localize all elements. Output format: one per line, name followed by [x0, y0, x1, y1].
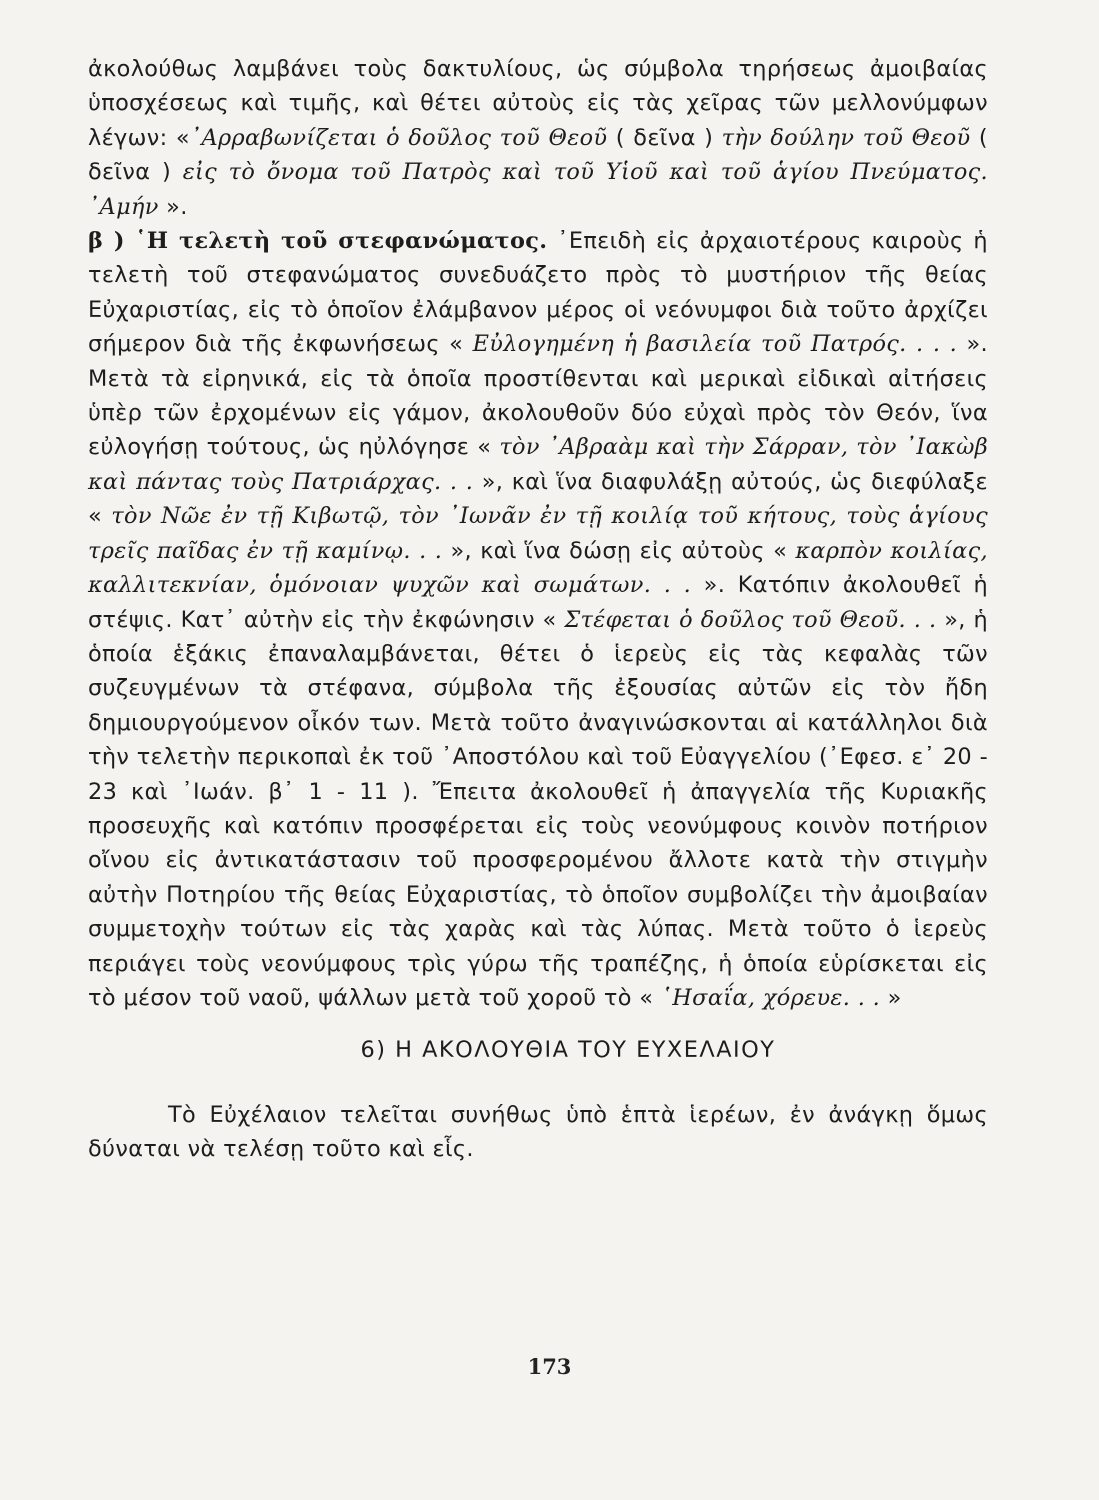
section-heading: 6) Η ΑΚΟΛΟΥΘΙΑ ΤΟΥ ΕΥΧΕΛΑΙΟΥ — [360, 1037, 776, 1064]
quote-italic: ᾿Αρραβωνίζεται ὁ δοῦλος τοῦ Θεοῦ — [189, 124, 608, 151]
text-run: ( δεῖνα ) — [88, 124, 988, 186]
text-run: ». Μετὰ τὰ εἰρηνικά, εἰς τὰ ὁποῖα προστίθενται καὶ μερικαὶ εἰδικαὶ αἰτήσεις ὑπὲρ τῶν ἐρχομένων εἰς γάμον, ἀκολουθοῦν δύο εὐχαὶ πρὸς τὸν Θεόν, ἵνα εὐλογήσῃ τούτους, ὡς ηὐλόγησε « — [88, 331, 988, 461]
quote-italic: καρπὸν κοιλίας, καλλιτεκνίαν, ὁμόνοιαν ψυχῶν καὶ σωμάτων. . . — [88, 537, 988, 599]
text-run: ( δεῖνα ) — [607, 124, 722, 151]
paragraph-betrothal-end — [88, 52, 988, 224]
quote-italic: Στέφεται ὁ δοῦλος τοῦ Θεοῦ. . . — [564, 606, 937, 633]
text-run: » — [880, 984, 902, 1011]
quote-italic: εἰς τὸ ὄνομα τοῦ Πατρὸς καὶ τοῦ Υἱοῦ καὶ τοῦ ἁγίου Πνεύματος. ᾿Αμήν — [88, 159, 989, 220]
text-run: ». Κατόπιν ἀκολουθεῖ ἡ στέψις. Κατ᾿ αὐτὴν εἰς τὴν ἐκφώνησιν « — [88, 572, 988, 633]
text-run: ᾿Επειδὴ εἰς ἀρχαιοτέρους καιροὺς ἡ τελετὴ τοῦ στεφανώματος συνεδυάζετο πρὸς τὸ μυστήριον τῆς θείας Εὐχαριστίας, εἰς τὸ ὁποῖον ἐλάμβανον μέρος οἱ νεόνυμφοι διὰ τοῦτο ἀρχίζει σήμερον διὰ τῆς ἐκφωνήσεως « — [88, 228, 988, 358]
page-body — [88, 52, 988, 1167]
paragraph-unction: Τὸ Εὐχέλαιον τελεῖται συνήθως ὑπὸ ἑπτὰ ἱερέων, ἐν ἀνάγκῃ ὅμως δύναται νὰ τελέσῃ τοῦτο καὶ εἷς. — [88, 1101, 988, 1163]
text-run: », καὶ ἵνα διαφυλάξῃ αὐτούς, ὡς διεφύλαξε « — [88, 468, 988, 530]
quote-italic: τὸν ᾿Αβραὰμ καὶ τὴν Σάρραν, τὸν ᾿Ιακὼβ καὶ πάντας τοὺς Πατριάρχας. . . — [88, 434, 988, 495]
text-run: ἀκολούθως λαμβάνει τοὺς δακτυλίους, ὡς σύμβολα τηρήσεως ἀμοιβαίας ὑποσχέσεως καὶ τιμῆς, καὶ θέτει αὐτοὺς εἰς τὰς χεῖρας τῶν μελλονύμφων λέγων: « — [88, 56, 988, 151]
page-number: 173 — [527, 1354, 572, 1379]
quote-italic: Εὐλογημένη ἡ βασιλεία τοῦ Πατρός. . . . — [472, 331, 958, 358]
quote-italic: ῾Ησαΐα, χόρευε. . . — [660, 984, 881, 1011]
quote-italic: τὸν Νῶε ἐν τῇ Κιβωτῷ, τὸν ᾿Ιωνᾶν ἐν τῇ κοιλίᾳ τοῦ κήτους, τοὺς ἁγίους τρεῖς παῖδας ἐν τῇ καμίνῳ. . . — [88, 503, 988, 564]
subsection-title: β ) ῾Η τελετὴ τοῦ στεφανώματος. — [88, 228, 548, 255]
paragraph-crowning — [88, 224, 988, 1015]
text-run: », ἡ ὁποία ἑξάκις ἐπαναλαμβάνεται, θέτει ὁ ἱερεὺς εἰς τὰς κεφαλὰς τῶν συζευγμένων τὰ στέφανα, σύμβολα τῆς ἐξουσίας αὐτῶν εἰς τὸν ἤδη δημιουργούμενον οἶκόν των. Μετὰ τοῦτο ἀναγινώσκονται αἱ κατάλληλοι διὰ τὴν τελετὴν περικοπαὶ ἐκ τοῦ ᾿Αποστόλου καὶ τοῦ Εὐαγγελίου (᾿Εφεσ. ε᾿ 20 - 23 καὶ ᾿Ιωάν. β᾿ 1 - 11 ). Ἔπειτα ἀκολουθεῖ ἡ ἀπαγγελία τῆς Κυριακῆς προσευχῆς καὶ κατόπιν προσφέρεται εἰς τοὺς νεονύμφους κοινὸν ποτήριον οἴνου εἰς ἀντικατάστασιν τοῦ προσφερομένου ἄλλοτε κατὰ τὴν στιγμὴν αὐτὴν Ποτηρίου τῆς θείας Εὐχαριστίας, τὸ ὁποῖον συμβολίζει τὴν ἀμοιβαίαν συμμετοχὴν τούτων εἰς τὰς χαρὰς καὶ τὰς λύπας. Μετὰ τοῦτο ὁ ἱερεὺς περιάγει τοὺς νεονύμφους τρὶς γύρω τῆς τραπέζης, ἡ ὁποία εὑρίσκεται εἰς τὸ μέσον τοῦ ναοῦ, ψάλλων μετὰ τοῦ χοροῦ τὸ « — [88, 606, 989, 1011]
text-run: ». — [158, 193, 188, 220]
quote-italic: τὴν δούλην τοῦ Θεοῦ — [721, 124, 971, 151]
text-run: », καὶ ἵνα δώσῃ εἰς αὐτοὺς « — [442, 537, 796, 564]
